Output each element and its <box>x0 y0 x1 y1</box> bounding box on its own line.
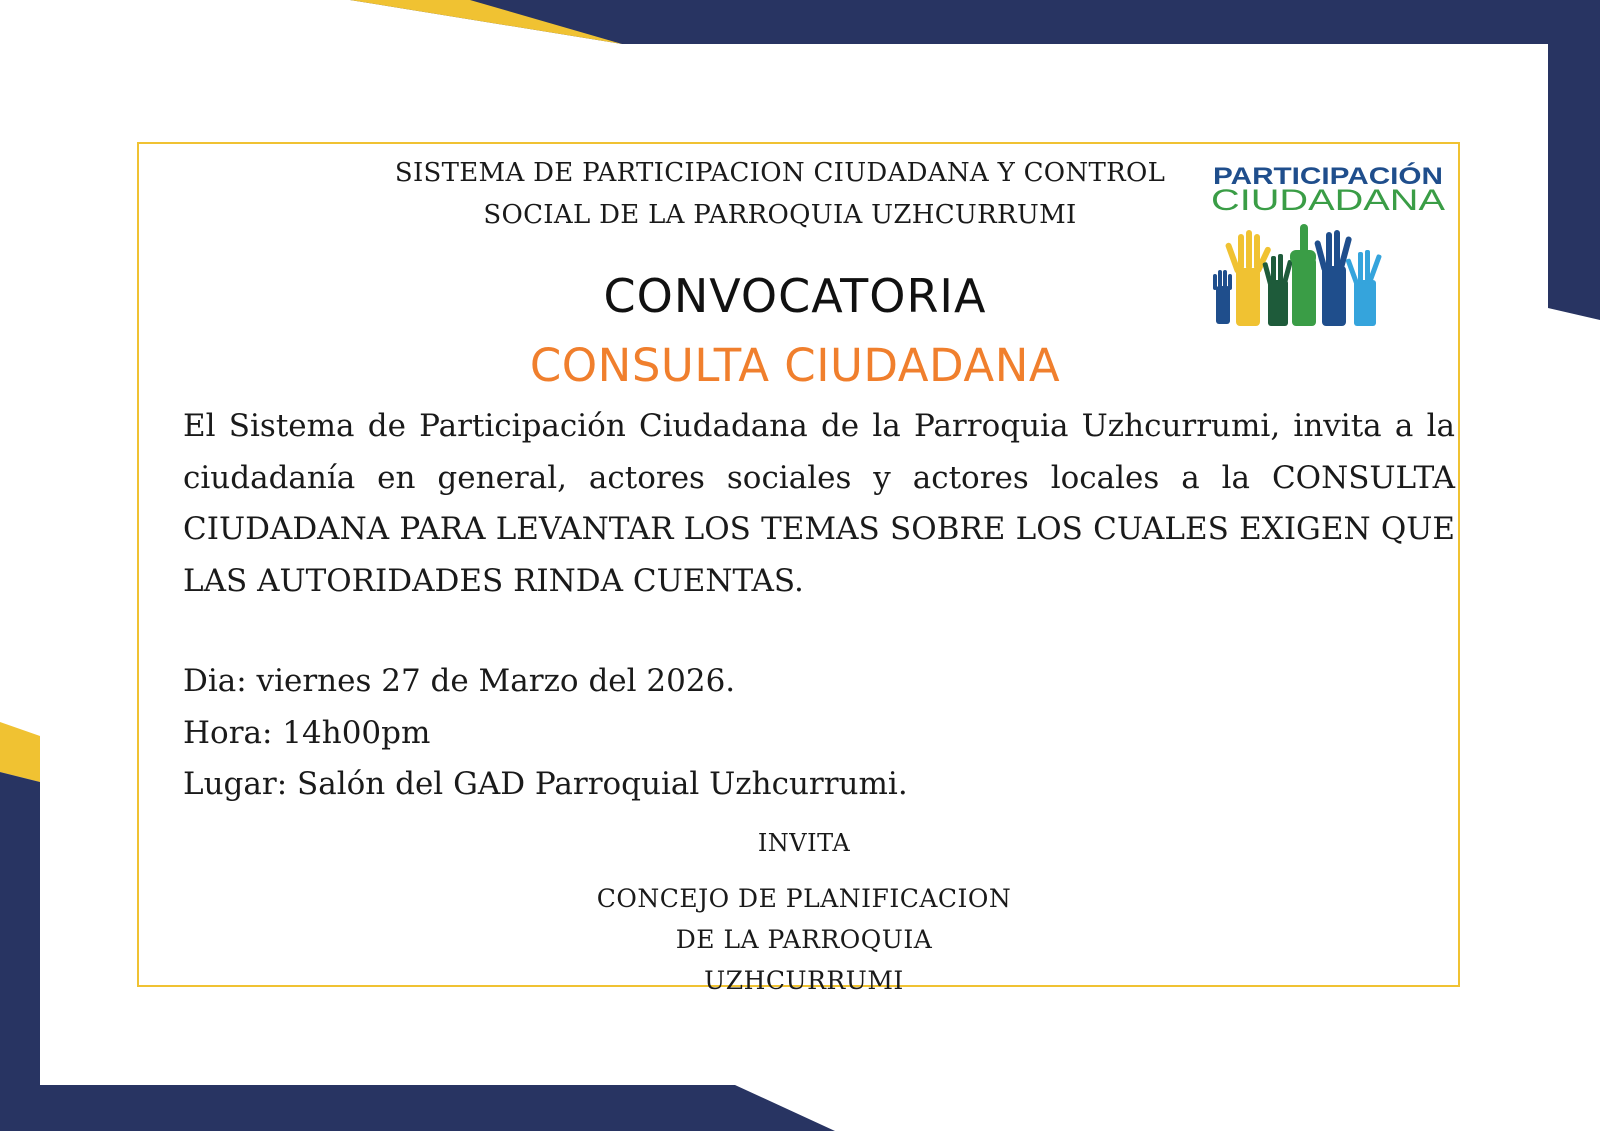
convocatoria-heading: CONVOCATORIA <box>603 269 987 323</box>
organization-title-line2: SOCIAL DE LA PARROQUIA UZHCURRUMI <box>483 200 1077 230</box>
organization-title <box>260 152 1300 236</box>
logo-text-line2: CIUDADANA <box>1211 184 1445 217</box>
inviting-organization-line2: DE LA PARROQUIA <box>675 925 933 954</box>
event-time: Hora: 14h00pm <box>183 714 431 751</box>
left-gold-stripe <box>0 722 40 782</box>
inviting-organization-line1: CONCEJO DE PLANIFICACION <box>596 884 1012 913</box>
event-details <box>183 656 908 811</box>
invita-label: INVITA <box>757 829 851 857</box>
consulta-ciudadana-heading: CONSULTA CIUDADANA <box>529 339 1061 392</box>
event-date: Dia: viernes 27 de Marzo del 2026. <box>183 663 736 699</box>
inviting-organization <box>554 878 1054 1001</box>
event-location: Lugar: Salón del GAD Parroquial Uzhcurrumi. <box>183 766 908 802</box>
invitation-paragraph: El Sistema de Participación Ciudadana de la Parroquia Uzhcurrumi, invita a la ciudadanía en general, actores sociales y actores locales a la CONSULTA CIUDADANA PARA LEVANTAR LOS TEMAS SOBRE LOS CUALES EXIGEN QUE LAS AUTORIDADES RINDA CUENTAS. <box>183 408 1455 599</box>
inviting-organization-line3: UZHCURRUMI <box>704 966 904 995</box>
organization-title-line1: SISTEMA DE PARTICIPACION CIUDADANA Y CONTROL <box>394 158 1166 188</box>
logo-text-line1: PARTICIPACIÓN <box>1213 163 1399 190</box>
